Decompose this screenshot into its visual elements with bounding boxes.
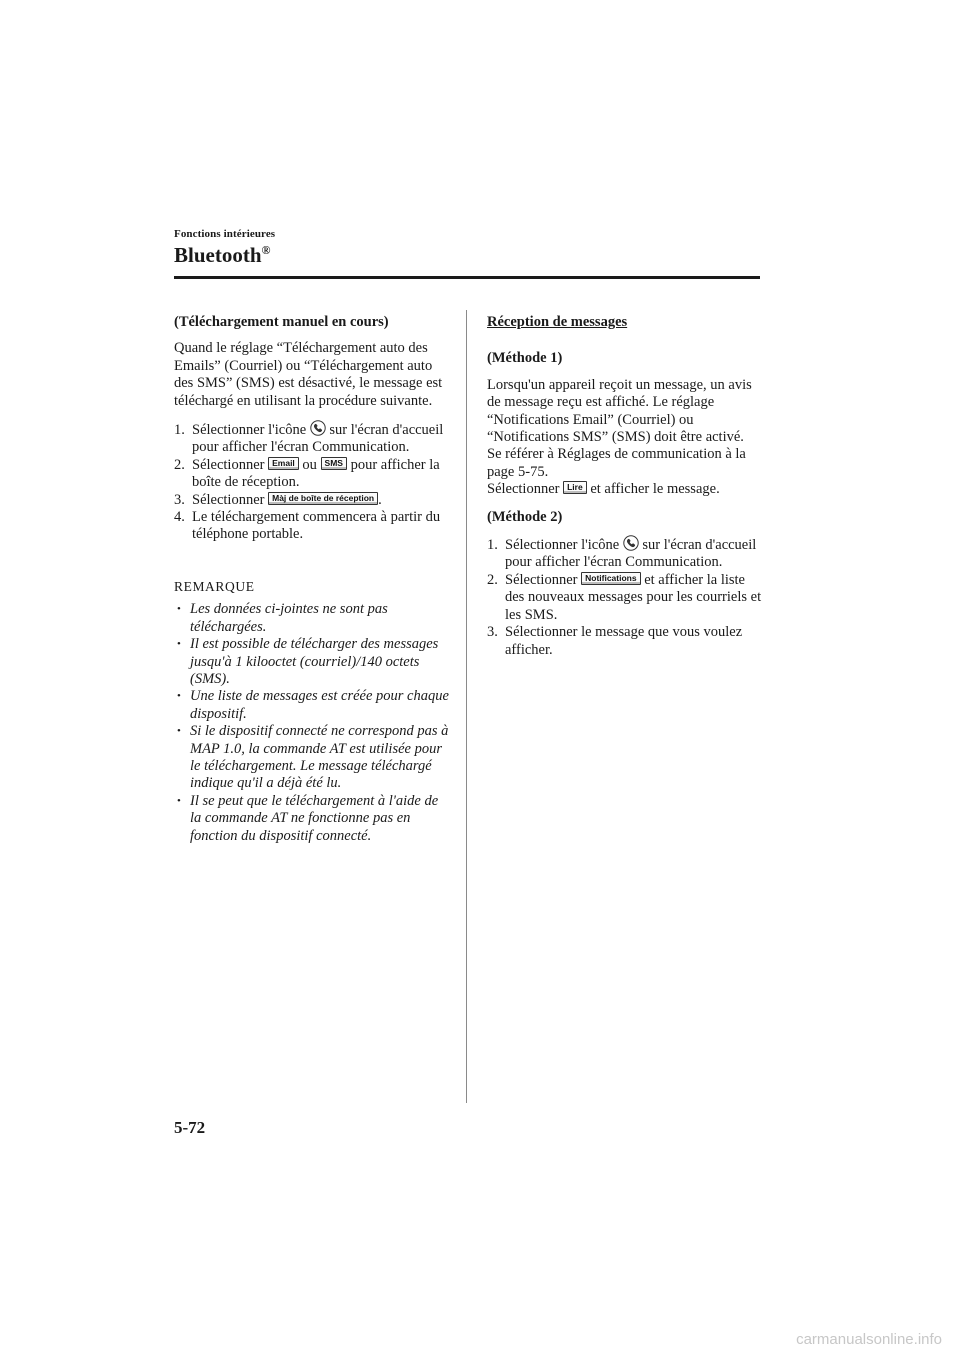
header-rule — [174, 276, 760, 279]
remark-item — [174, 688, 450, 723]
step-text-after: et afficher la liste des nouveaux messages pour les courriels et les SMS. — [505, 571, 762, 623]
registered-mark: ® — [261, 243, 271, 257]
remark-list — [174, 601, 450, 845]
page-number: 5-72 — [174, 1118, 206, 1137]
step-text-after: sur l'écran d'accueil pour afficher l'écran Communication. — [505, 537, 757, 571]
method-2-title: (Méthode 2) — [487, 508, 563, 525]
method-2-steps — [487, 535, 763, 659]
step-text-middle: ou — [298, 456, 321, 473]
step-number: 3. — [174, 491, 185, 508]
step-text-after: . — [378, 491, 382, 508]
manual-download-heading: (Téléchargement manuel en cours) — [174, 314, 389, 330]
step-number: 1. — [174, 422, 185, 439]
phone-icon — [310, 420, 326, 436]
manual-download-steps — [174, 420, 450, 544]
select-text-after: et afficher le message. — [586, 481, 720, 498]
read-button[interactable]: Lire — [563, 481, 587, 494]
bullet: • — [177, 690, 181, 703]
step-text: Sélectionner le message que vous voulez afficher. — [505, 624, 743, 658]
step-2 — [174, 457, 450, 492]
remark-item — [174, 723, 450, 793]
column-divider — [466, 310, 467, 1103]
step-3 — [487, 624, 763, 659]
step-text-after: sur l'écran d'accueil pour afficher l'écran Communication. — [192, 422, 444, 456]
right-column — [487, 314, 763, 669]
method-1-text: Lorsqu'un appareil reçoit un message, un avis de message reçu est affiché. Le réglage “Notifications Email” (Courriel) ou “Notifications SMS” (SMS) doit être activé. — [487, 376, 752, 446]
bullet: • — [177, 725, 181, 738]
section-kicker: Fonctions intérieures — [174, 228, 276, 240]
step-text: Sélectionner — [505, 571, 582, 588]
remark-text: Si le dispositif connecté ne correspond pas à MAP 1.0, la commande AT est utilisée pour le téléchargement. Le message téléchargé indique qu'il a déjà été lu. — [190, 723, 449, 792]
step-number: 1. — [487, 537, 498, 554]
remark-text: Les données ci-jointes ne sont pas téléchargées. — [190, 601, 388, 635]
remark-item — [174, 793, 450, 845]
step-text: Sélectionner — [192, 491, 269, 508]
step-number: 3. — [487, 624, 498, 641]
step-text: Le téléchargement commencera à partir du téléphone portable. — [192, 509, 441, 543]
section-title-text: Bluetooth — [174, 243, 262, 267]
remark-text: Il est possible de télécharger des messages jusqu'à 1 kilooctet (courriel)/140 octets (SMS). — [190, 636, 439, 687]
remark-text: Il se peut que le téléchargement à l'aide de la commande AT ne fonctionne pas en fonction du dispositif connecté. — [190, 792, 439, 844]
update-inbox-button[interactable]: Màj de boîte de réception — [268, 492, 378, 505]
method-1-reference: Se référer à Réglages de communication à la page 5-75. — [487, 446, 746, 480]
step-4 — [174, 509, 450, 544]
step-number: 4. — [174, 509, 185, 526]
section-title — [174, 243, 270, 268]
method-1-select — [487, 481, 763, 498]
step-text: Sélectionner l'icône — [505, 537, 623, 554]
method-1-title: (Méthode 1) — [487, 350, 563, 367]
remark-text: Une liste de messages est créée pour chaque dispositif. — [190, 688, 449, 722]
left-column — [174, 314, 450, 845]
step-text-after: pour afficher la boîte de réception. — [192, 456, 440, 491]
step-text: Sélectionner l'icône — [192, 422, 310, 439]
sms-button[interactable]: SMS — [321, 457, 347, 470]
step-text: Sélectionner — [192, 456, 269, 473]
step-3 — [174, 492, 450, 509]
select-text: Sélectionner — [487, 481, 564, 498]
bullet: • — [177, 638, 181, 651]
step-number: 2. — [174, 456, 185, 473]
remark-item — [174, 601, 450, 636]
step-1 — [174, 420, 450, 457]
email-button[interactable]: Email — [268, 457, 299, 470]
bullet: • — [177, 603, 181, 616]
remark-item — [174, 636, 450, 688]
bullet: • — [177, 794, 181, 807]
phone-icon — [623, 535, 639, 551]
watermark: carmanualsonline.info — [796, 1331, 942, 1348]
step-2 — [487, 572, 763, 624]
step-number: 2. — [487, 571, 498, 588]
manual-download-intro: Quand le réglage “Téléchargement auto des Emails” (Courriel) ou “Téléchargement auto des SMS” (SMS) est désactivé, le message est téléchargé en utilisant la procédure suivante. — [174, 340, 443, 409]
receiving-messages-heading: Réception de messages — [487, 314, 628, 330]
step-1 — [487, 535, 763, 572]
notifications-button[interactable]: Notifications — [581, 572, 640, 585]
remark-title: REMARQUE — [174, 578, 255, 594]
